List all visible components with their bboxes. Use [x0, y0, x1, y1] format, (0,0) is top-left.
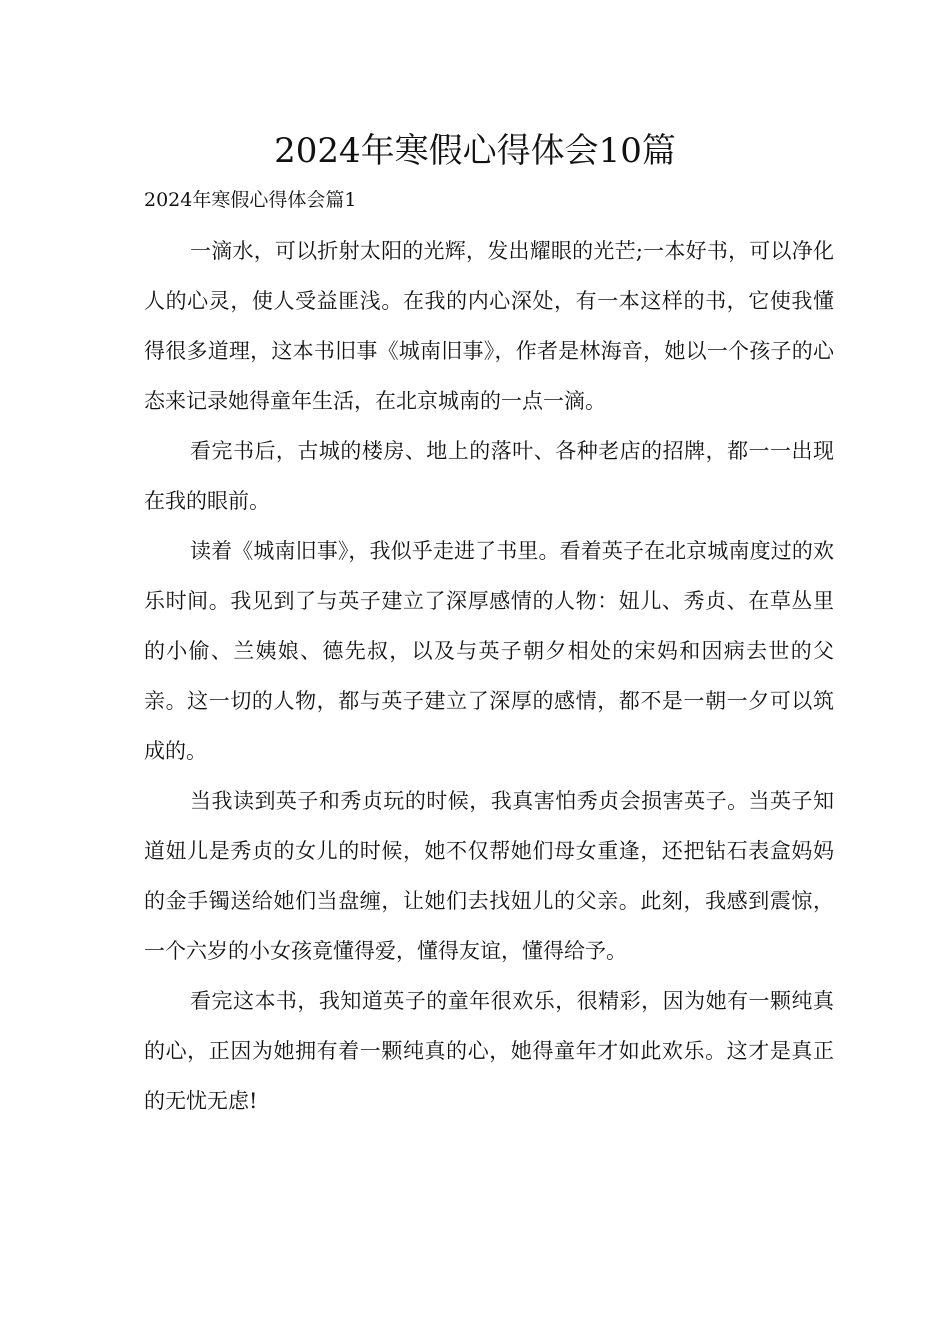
paragraph-4: 当我读到英子和秀贞玩的时候，我真害怕秀贞会损害英子。当英子知道妞儿是秀贞的女儿的时候，她不仅帮她们母女重逢，还把钻石表盒妈妈的金手镯送给她们当盘缠，让她们去找妞儿的父亲。此刻，我感到震惊，一个六岁的小女孩竟懂得爱，懂得友谊，懂得给予。 — [144, 789, 834, 963]
document-title: 2024年寒假心得体会10篇 — [274, 131, 676, 171]
paragraph-3: 读着《城南旧事》，我似乎走进了书里。看着英子在北京城南度过的欢乐时间。我见到了与英子建立了深厚感情的人物：妞儿、秀贞、在草丛里的小偷、兰姨娘、德先叔，以及与英子朝夕相处的宋妈和因病去世的父亲。这一切的人物，都与英子建立了深厚的感情，都不是一朝一夕可以筑成的。 — [144, 539, 834, 763]
paragraph-1: 一滴水，可以折射太阳的光辉，发出耀眼的光芒;一本好书，可以净化人的心灵，使人受益匪浅。在我的内心深处，有一本这样的书，它使我懂得很多道理，这本书旧事《城南旧事》，作者是林海音，她以一个孩子的心态来记录她得童年生活，在北京城南的一点一滴。 — [144, 239, 834, 413]
section-heading: 2024年寒假心得体会篇1 — [144, 189, 357, 211]
paragraph-2: 看完书后，古城的楼房、地上的落叶、各种老店的招牌，都一一出现在我的眼前。 — [144, 439, 834, 513]
paragraph-5: 看完这本书，我知道英子的童年很欢乐，很精彩，因为她有一颗纯真的心，正因为她拥有着一颗纯真的心，她得童年才如此欢乐。这才是真正的无忧无虑! — [144, 989, 834, 1113]
document-body — [144, 226, 834, 1126]
